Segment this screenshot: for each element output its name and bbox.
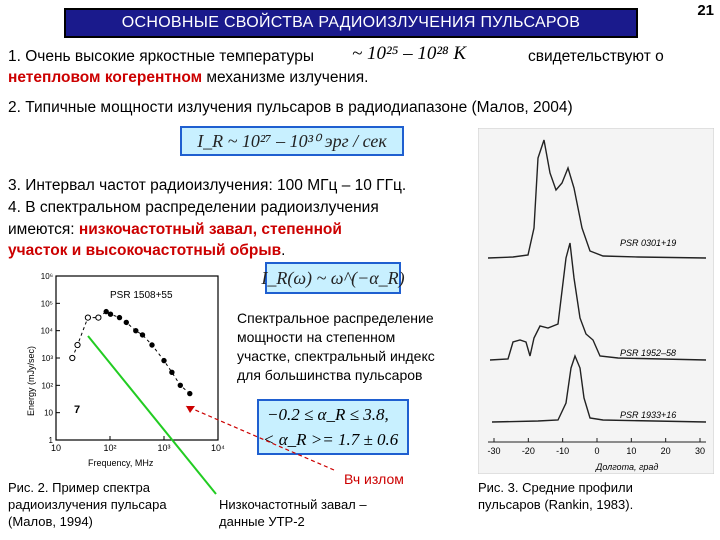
spectral-note-line: мощности на степенном bbox=[237, 329, 396, 345]
profiles-x-tick-label: 30 bbox=[694, 446, 706, 456]
spectral-index-range: −0.2 ≤ α_R ≤ 3.8, bbox=[267, 405, 389, 424]
profiles-x-tick-label: -30 bbox=[487, 446, 501, 456]
spectrum-x-tick-label: 10³ bbox=[157, 443, 171, 453]
spectral-note-line: для большинства пульсаров bbox=[237, 367, 423, 383]
profile-label-1: PSR 0301+19 bbox=[620, 238, 677, 248]
point3-text: 3. Интервал частот радиоизлучения: 100 МГц – 10 ГГц. bbox=[8, 177, 407, 194]
spectrum-x-tick-label: 10 bbox=[50, 443, 62, 453]
power-formula-box: I_R ~ 10²⁷ – 10³⁰ эрг / сек bbox=[180, 126, 404, 156]
fig2-caption-line: (Малов, 1994) bbox=[8, 514, 93, 529]
spectral-note-line: участке, спектральный индекс bbox=[237, 348, 435, 364]
spectrum-plot-xlabel: Frequency, MHz bbox=[88, 458, 154, 468]
spectrum-y-tick-label: 10⁵ bbox=[40, 299, 53, 309]
hf-break-pointer-line bbox=[186, 406, 334, 470]
temperature-formula: ~ 10²⁵ – 10²⁸ K bbox=[352, 43, 467, 64]
point1-text-end: свидетельствуют о bbox=[528, 48, 664, 65]
fig3-caption-line: Рис. 3. Средние профили bbox=[478, 480, 633, 495]
fig2-caption-line: радиоизлучения пульсара bbox=[8, 497, 167, 512]
lf-cutoff-caption-line: данные УТР-2 bbox=[219, 514, 305, 529]
spectrum-x-tick-label: 10⁴ bbox=[211, 443, 225, 453]
spectrum-plot-ylabel: Energy (mJy/sec) bbox=[26, 345, 36, 416]
lf-cutoff-caption-line: Низкочастотный завал – bbox=[219, 497, 367, 512]
spectrum-x-tick-label: 10² bbox=[103, 443, 117, 453]
spectrum-formula-box: I_R(ω) ~ ω^(−α_R) bbox=[265, 262, 401, 294]
point1-text-cont: механизме излучения. bbox=[206, 69, 369, 86]
spectrum-y-tick-label: 10 bbox=[44, 408, 53, 418]
pulse-profiles-plot bbox=[478, 128, 714, 474]
slide-number: 21 bbox=[697, 2, 714, 19]
point1-text: 1. Очень высокие яркостные температуры bbox=[8, 48, 315, 65]
fig3-caption-line: пульсаров (Rankin, 1983). bbox=[478, 497, 634, 512]
slide-title: ОСНОВНЫЕ СВОЙСТВА РАДИОИЗЛУЧЕНИЯ ПУЛЬСАРОВ bbox=[64, 8, 638, 38]
lf-cutoff-pointer-line bbox=[88, 336, 216, 494]
spectrum-y-tick-label: 10² bbox=[41, 381, 53, 391]
spectrum-y-tick-label: 1 bbox=[48, 436, 53, 445]
profiles-x-axis-label: Долгота, град bbox=[596, 462, 659, 472]
point4-line3-suffix: . bbox=[281, 242, 286, 259]
hf-break-label: Вч излом bbox=[344, 471, 404, 487]
profiles-x-tick-label: 0 bbox=[594, 446, 600, 456]
profiles-x-tick-label: -10 bbox=[556, 446, 570, 456]
point4-line3-red: участок и высокочастотный обрыв bbox=[8, 242, 282, 259]
profiles-x-tick-label: -20 bbox=[521, 446, 535, 456]
spectrum-plot-corner-label: 7 bbox=[74, 404, 81, 416]
spectrum-plot-psr-label: PSR 1508+55 bbox=[110, 290, 173, 301]
hf-break-arrowhead bbox=[186, 406, 195, 413]
point4-line1: 4. В спектральном распределении радиоизлучения bbox=[8, 199, 379, 216]
profile-label-2: PSR 1952–58 bbox=[620, 348, 677, 358]
nonthermal-coherent-label: нетепловом когерентном bbox=[8, 69, 203, 86]
profiles-x-tick-label: 10 bbox=[626, 446, 637, 456]
profiles-x-tick-label: 20 bbox=[660, 446, 671, 456]
fig2-caption-line: Рис. 2. Пример спектра bbox=[8, 480, 150, 495]
spectrum-y-tick-label: 10³ bbox=[41, 354, 53, 363]
spectral-index-mean: < α_R >= 1.7 ± 0.6 bbox=[263, 430, 399, 449]
profile-label-3: PSR 1933+16 bbox=[620, 410, 677, 420]
point4-line2-prefix: имеются: bbox=[8, 221, 79, 238]
spectrum-y-tick-label: 10⁴ bbox=[40, 326, 53, 336]
point4-line2-red: низкочастотный завал, степенной bbox=[78, 221, 342, 238]
spectral-note-line: Спектральное распределение bbox=[237, 310, 434, 326]
point2-text: 2. Типичные мощности излучения пульсаров в радиодиапазоне (Малов, 2004) bbox=[8, 99, 573, 116]
spectrum-y-tick-label: 10⁶ bbox=[40, 272, 53, 281]
